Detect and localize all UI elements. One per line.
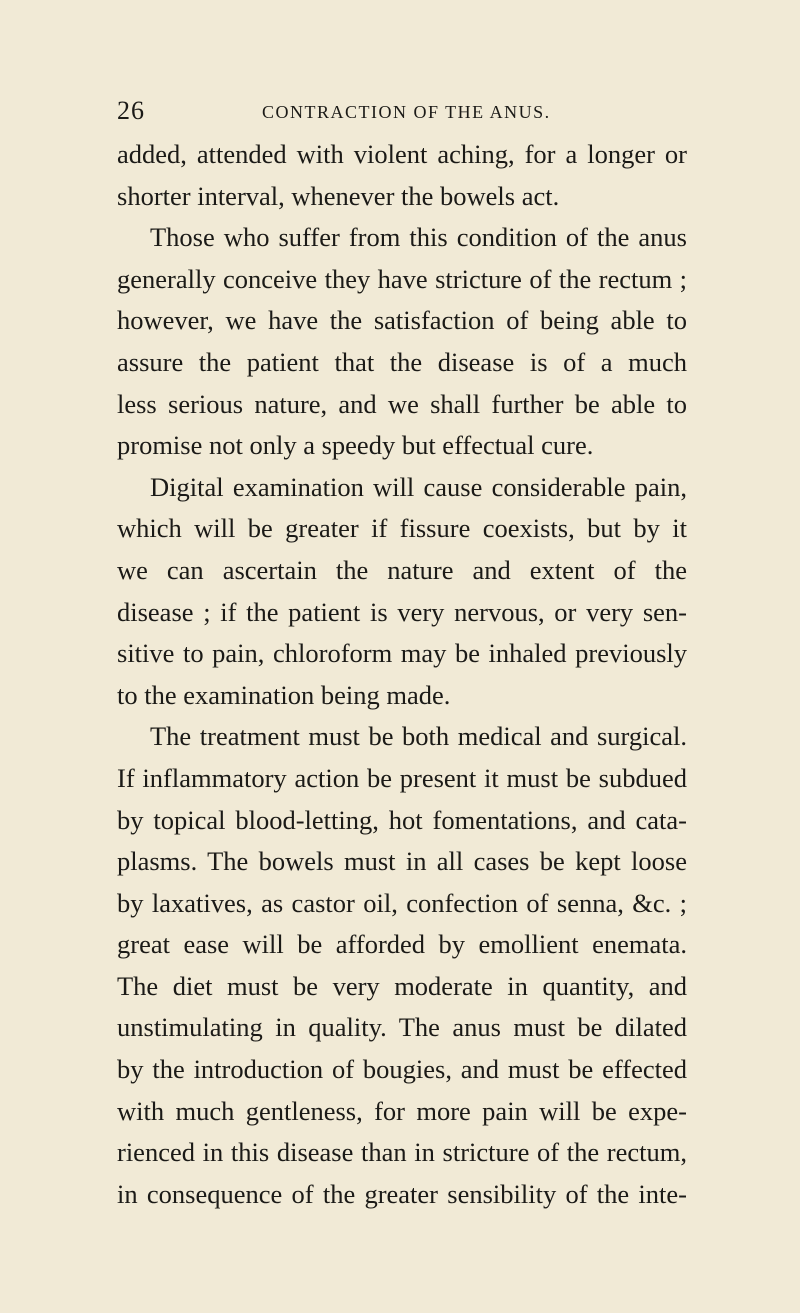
text-line: disease ; if the patient is very nervous, or very sen- <box>117 596 687 627</box>
text-line: promise not only a speedy but effectual cure. <box>117 430 594 461</box>
text-line: which will be greater if fissure coexists, but by it <box>117 513 687 544</box>
text-line: Those who suffer from this condition of the anus <box>150 222 687 253</box>
text-line: The treatment must be both medical and surgical. <box>150 721 687 752</box>
text-line: added, attended with violent aching, for a longer or <box>117 139 687 169</box>
text-line: we can ascertain the nature and extent of the <box>117 554 687 585</box>
text-line: less serious nature, and we shall further be able to <box>117 388 687 419</box>
page-number: 26 <box>117 96 145 125</box>
running-title: CONTRACTION OF THE ANUS. <box>262 102 551 122</box>
text-line: assure the patient that the disease is of a much <box>117 346 687 377</box>
text-line: generally conceive they have stricture of the rectum ; <box>117 263 687 294</box>
text-line: by laxatives, as castor oil, confection of senna, &c. ; <box>117 887 687 918</box>
text-line: Digital examination will cause considerable pain, <box>150 471 687 502</box>
text-line: The diet must be very moderate in quantity, and <box>117 970 687 1001</box>
text-line: rienced in this disease than in stricture of the rectum, <box>117 1137 687 1168</box>
text-line: great ease will be afforded by emollient enemata. <box>117 929 687 960</box>
text-line: to the examination being made. <box>117 679 451 710</box>
text-line: with much gentleness, for more pain will be expe- <box>117 1095 687 1126</box>
text-line: by topical blood-letting, hot fomentations, and cata- <box>117 804 687 835</box>
text-line: unstimulating in quality. The anus must be dilated <box>117 1012 687 1043</box>
text-line: however, we have the satisfaction of being able to <box>117 305 687 336</box>
text-line: shorter interval, whenever the bowels act. <box>117 180 560 211</box>
text-line: If inflammatory action be present it must be subdued <box>117 762 687 793</box>
text-line: by the introduction of bougies, and must be effected <box>117 1054 687 1085</box>
text-line: in consequence of the greater sensibility of the inte- <box>117 1178 687 1209</box>
text-line: plasms. The bowels must in all cases be kept loose <box>117 846 687 877</box>
text-line: sitive to pain, chloroform may be inhaled previously <box>117 638 687 669</box>
running-head <box>117 96 687 136</box>
body-text <box>117 134 687 1215</box>
